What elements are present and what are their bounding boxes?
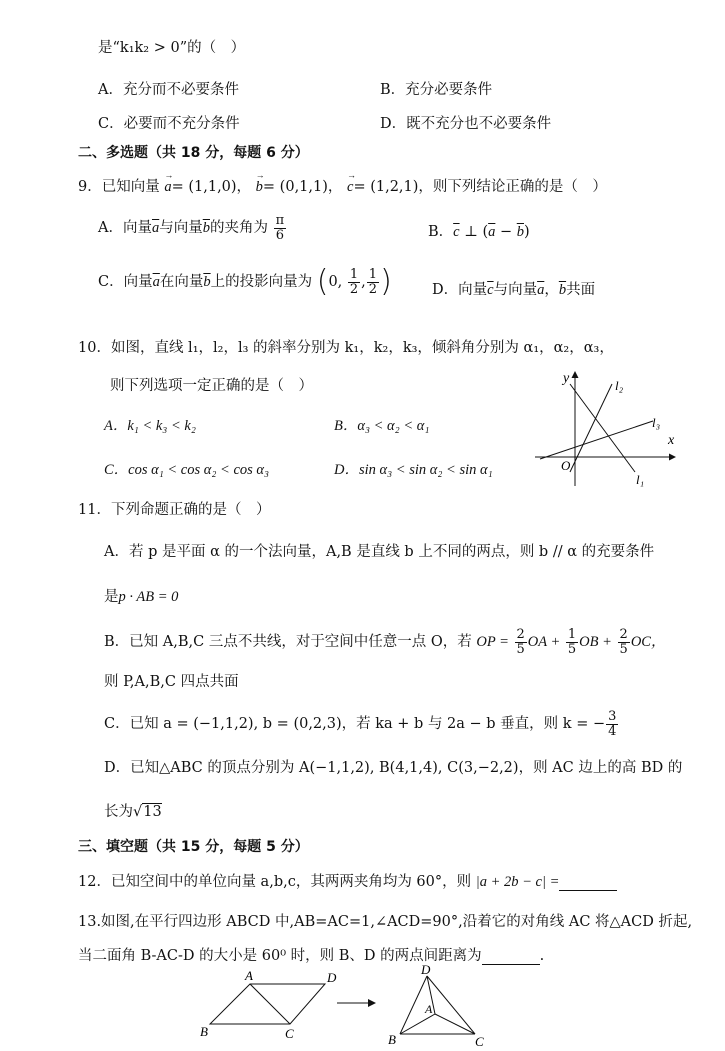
q11-option-c-text: C．已知 a = (−1,1,2), b = (0,2,3)，若 ka + b 与 2a − b 垂直，则 k = − <box>104 716 606 733</box>
q8-option-d: D．既不充分也不必要条件 <box>380 116 552 132</box>
q9-option-b: B．$\overline{c}$ ⊥ $(\overline{a} - \overline{b})$ <box>428 224 530 240</box>
q12-stem <box>78 870 725 891</box>
left-label-b: B <box>200 1024 208 1039</box>
q11-option-d: D．已知△ABC 的顶点分别为 A(−1,1,2), B(4,1,4), C(3,−2,2)，则 AC 边上的高 BD 的 <box>104 760 683 776</box>
q11-option-b-op: OP = <box>476 634 509 651</box>
q9-option-d-text4: 共面 <box>566 282 596 298</box>
q9-stem-text: 9．已知向量 <box>78 179 160 195</box>
q9-vector-c: = (1,2,1)，则下列结论正确的是（ ） <box>353 179 607 195</box>
q8-option-c: C．必要而不充分条件 <box>98 116 240 132</box>
q11-sqrt-value: 13 <box>143 804 162 820</box>
fig-label-y: y <box>563 371 570 386</box>
edge-ac <box>435 1014 475 1034</box>
q11-stem: 11．下列命题正确的是（ ） <box>78 502 271 518</box>
q9-angle-fraction: $\frac{\pi}{6}$ <box>275 213 285 243</box>
line-l3 <box>540 421 653 459</box>
edge-ab <box>400 1014 435 1034</box>
q9-vector-b: = (0,1,1)， <box>262 179 343 195</box>
q11-option-a: A．若 p 是平面 α 的一个法向量，A,B 是直线 b 上不同的两点，则 b // α 的充要条件 <box>104 544 655 560</box>
q9-option-a-text1: A．向量 <box>98 220 152 237</box>
q13-stem-1: 13.如图,在平行四边形 ABCD 中,AB=AC=1,∠ACD=90°,沿着它的对角线 AC 将△ACD 折起, <box>78 914 693 930</box>
q13-stem-2: 当二面角 B-AC-D 的大小是 60⁰ 时，则 B、D 的两点间距离为 . <box>78 948 545 964</box>
q11-option-d-cont: 长为√13 <box>104 804 162 820</box>
q11-option-b: B．已知 A,B,C 三点不共线，对于空间中任意一点 O，若 OP = $\frac{2}{5}$ OA + $\frac{1}{5}$ OB + $\frac{2}{5}$ OC， <box>104 627 666 657</box>
q10-figure <box>530 364 690 494</box>
left-label-a: A <box>245 968 253 983</box>
section-3-heading: 三、填空题（共 15 分，每题 5 分） <box>78 839 309 855</box>
q9-option-a: A．向量$\overline{a}$与向量$\overline{b}$的夹角为 $\frac{\pi}{6}$ <box>98 213 285 243</box>
q9-option-a-text3: 的夹角为 <box>209 220 268 237</box>
q9-option-c-text2: 在向量 <box>159 274 204 291</box>
q8-option-a: A．充分而不必要条件 <box>98 82 239 98</box>
q11-option-b-cont: 则 P,A,B,C 四点共面 <box>104 674 239 690</box>
q9-option-c-text3: 上的投影向量为 <box>210 274 313 291</box>
q11-term-ob: OB + <box>579 634 612 651</box>
fig-label-l2: l₂ <box>615 378 624 393</box>
q9-vector-a: = (1,1,0)， <box>171 179 252 195</box>
q10-option-d: D．sin α₃ < sin α₂ < sin α₁ <box>334 462 493 478</box>
q9-projection-zero: 0, <box>328 274 343 291</box>
right-label-b: B <box>388 1032 396 1047</box>
parallelogram-abcd <box>210 984 325 1024</box>
fig-label-origin: O <box>561 458 571 473</box>
right-label-d: D <box>421 962 431 977</box>
right-label-c: C <box>475 1034 484 1049</box>
q13-figure <box>195 962 515 1051</box>
q9-option-d-text1: D．向量 <box>432 282 488 298</box>
left-label-c: C <box>285 1026 294 1041</box>
section-2-heading: 二、多选题（共 18 分，每题 6 分） <box>78 145 309 161</box>
q11-option-a-cont <box>104 585 725 606</box>
right-label-a: A <box>425 1002 433 1016</box>
q11-option-d-cont-text: 长为 <box>104 804 133 820</box>
fig-label-x: x <box>668 433 675 448</box>
q11-option-a-cont-text: 是 <box>104 589 119 605</box>
q12-answer-blank <box>559 876 617 891</box>
q11-option-b-text: B．已知 A,B,C 三点不共线，对于空间中任意一点 O，若 <box>104 634 472 651</box>
q11-option-c: C．已知 a = (−1,1,2), b = (0,2,3)，若 ka + b 与 2a − b 垂直，则 k = − $\frac{3}{4}$ <box>104 709 617 739</box>
fig-label-l1: l₁ <box>636 472 645 487</box>
q10-option-c: C．cos α₁ < cos α₂ < cos α₃ <box>104 462 270 478</box>
q10-stem: 10．如图，直线 l₁，l₂，l₃ 的斜率分别为 k₁，k₂，k₃，倾斜角分别为 α₁，α₂，α₃， <box>78 340 614 356</box>
q12-stem-text: 12．已知空间中的单位向量 a,b,c，其两两夹角均为 60°，则 <box>78 874 472 890</box>
fig-label-l3: l₃ <box>652 415 661 430</box>
diagonal-ac <box>250 984 290 1024</box>
q11-option-a-formula: p · AB = 0 <box>118 589 179 605</box>
q9-option-c: C．向量$\overline{a}$在向量$\overline{b}$上的投影向量为 (0, $\frac{1}{2}$ , $\frac{1}{2}$ ) <box>98 264 392 300</box>
q9-stem: 9．已知向量 → a= (1,1,0)， → b= (0,1,1)， → c= (1,2,1)，则下列结论正确的是（ ） <box>78 175 725 196</box>
edge-dc <box>427 976 475 1034</box>
q9-option-d-text2: 与向量 <box>493 282 538 298</box>
q10-option-b: B．α₃ < α₂ < α₁ <box>334 418 430 434</box>
q11-term-oc: OC， <box>630 634 666 651</box>
edge-db <box>400 976 427 1034</box>
q10-option-a: A．k₁ < k₃ < k₂ <box>104 418 196 434</box>
line-l1 <box>570 384 635 472</box>
q12-expression: |a + 2b − c| = <box>475 874 560 890</box>
left-label-d: D <box>327 970 337 985</box>
q10-stem-2: 则下列选项一定正确的是（ ） <box>110 378 313 394</box>
q9-option-a-text2: 与向量 <box>159 220 203 237</box>
q9-option-d: D．向量$\overline{c}$与向量$\overline{a}$，$\overline{b}$共面 <box>432 282 596 298</box>
line-l2 <box>570 384 612 472</box>
q11-term-oa: OA + <box>527 634 561 651</box>
q8-stem-continuation: 是“k₁k₂ > 0”的（ ） <box>98 40 246 56</box>
q9-option-b-label: B． <box>428 224 454 240</box>
q8-option-b: B．充分必要条件 <box>380 82 493 98</box>
q13-stem-2-text: 当二面角 B-AC-D 的大小是 60⁰ 时，则 B、D 的两点间距离为 <box>78 948 482 964</box>
q9-option-c-text1: C．向量 <box>98 274 153 291</box>
